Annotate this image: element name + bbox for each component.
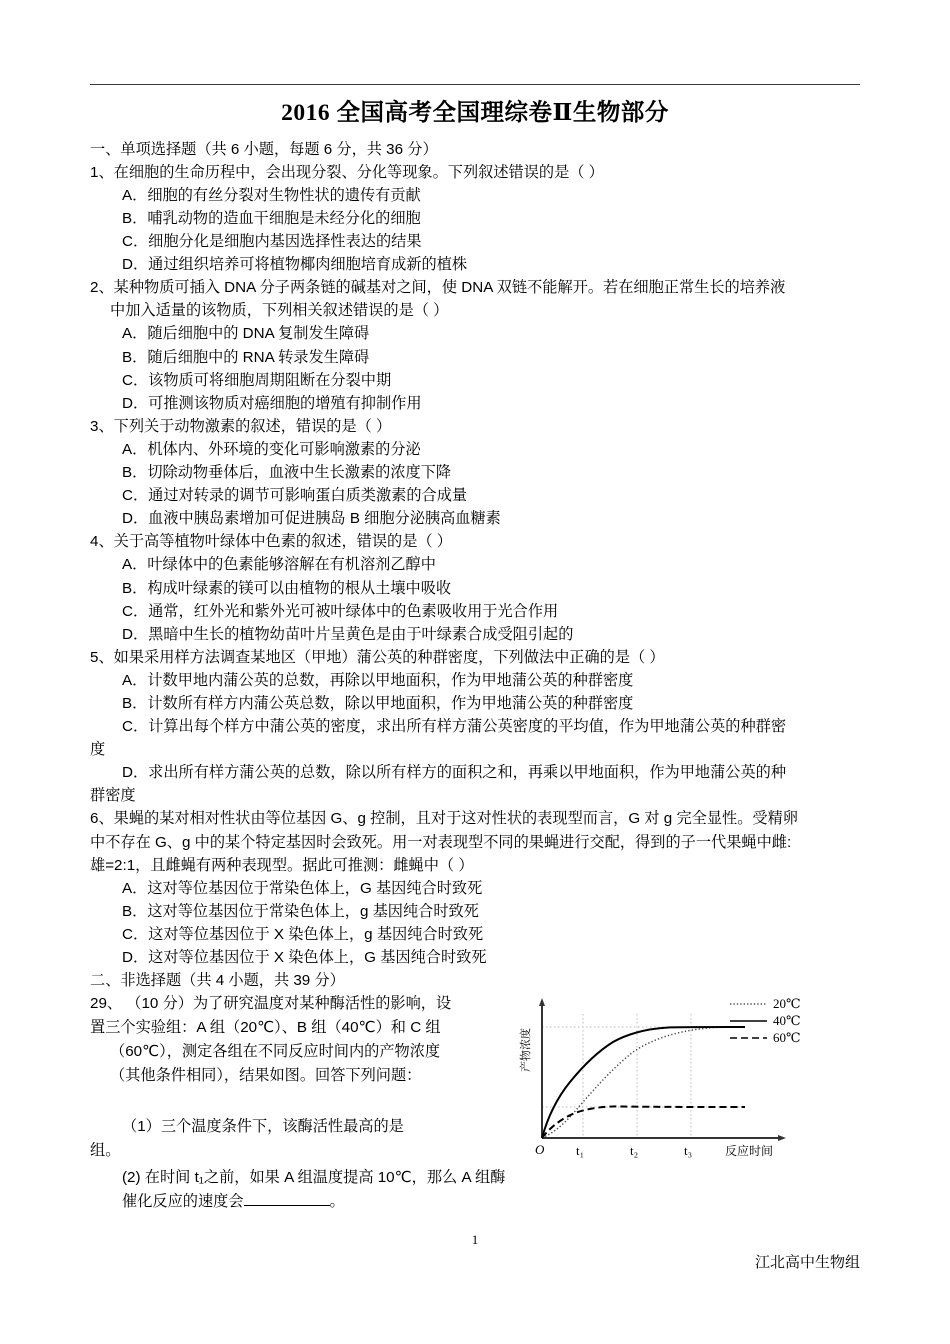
enzyme-activity-chart xyxy=(515,994,860,1169)
question-2-stem-line-1: 2、某种物质可插入 DNA 分子两条链的碱基对之间，使 DNA 双链不能解开。若在细胞正常生长的培养液 xyxy=(90,279,786,297)
question-6-stem-line-2: 中不存在 G、g 中的某个特定基因时会致死。用一对表现型不同的果蝇进行交配，得到的子一代果蝇中雌: xyxy=(90,833,792,851)
chart-x-axis-label: 反应时间 xyxy=(725,1144,774,1159)
chart-axes xyxy=(539,998,786,1141)
page-number: 1 xyxy=(471,1232,479,1247)
chart-svg xyxy=(515,994,860,1169)
question-29-line-3: （60℃），测定各组在不同反应时间内的产物浓度 xyxy=(110,1043,441,1061)
question-2-option-c: C．该物质可将细胞周期阻断在分裂中期 xyxy=(122,371,392,389)
question-6-option-d: D．这对等位基因位于 X 染色体上，G 基因纯合时致死 xyxy=(122,949,487,966)
document-content xyxy=(90,98,860,1214)
page-title: 2016 全国高考全国理综卷Ⅱ生物部分 xyxy=(281,100,669,126)
chart-xtick-t3: t₃ xyxy=(684,1143,693,1159)
chart-xtick-t2: t₂ xyxy=(630,1143,639,1159)
legend-label-60c: 60℃ xyxy=(773,1030,801,1046)
footer-note: 江北高中生物组 xyxy=(754,1254,860,1271)
question-29-line-4: （其他条件相同），结果如图。回答下列问题： xyxy=(110,1067,422,1085)
question-4-option-a: A．叶绿体中的色素能够溶解在有机溶剂乙醇中 xyxy=(122,556,436,574)
chart-xtick-t1: t₁ xyxy=(576,1143,585,1159)
question-3-stem: 3、下列关于动物激素的叙述，错误的是（ ） xyxy=(90,417,392,435)
question-1-option-a: A．细胞的有丝分裂对生物性状的遗传有贡献 xyxy=(122,186,421,204)
question-4-option-b: B．构成叶绿素的镁可以由植物的根从土壤中吸收 xyxy=(122,579,452,597)
section-1-heading: 一、单项选择题（共 6 小题，每题 6 分，共 36 分） xyxy=(90,140,438,158)
header-rule xyxy=(90,84,860,85)
question-2-option-a: A．随后细胞中的 DNA 复制发生障碍 xyxy=(122,325,370,343)
question-3-option-c: C．通过对转录的调节可影响蛋白质类激素的合成量 xyxy=(122,487,468,505)
answer-blank[interactable] xyxy=(244,1192,330,1206)
question-3-option-a: A．机体内、外环境的变化可影响激素的分泌 xyxy=(122,440,421,458)
question-3-option-d: D．血液中胰岛素增加可促进胰岛 B 细胞分泌胰高血糖素 xyxy=(122,510,501,528)
section-2-heading: 二、非选择题（共 4 小题，共 39 分） xyxy=(90,972,345,990)
question-6-stem-line-1: 6、果蝇的某对相对性状由等位基因 G、g 控制，且对于这对性状的表现型而言，G 对 g 完全显性。受精卵 xyxy=(90,810,798,828)
question-29-line-1: 29、 （10 分）为了研究温度对某种酶活性的影响，设 xyxy=(90,995,452,1013)
question-29-sub-1-line-1: （1）三个温度条件下，该酶活性最高的是 xyxy=(122,1118,404,1136)
chart-xtick-origin: O xyxy=(535,1142,545,1158)
curve-60c xyxy=(542,1107,745,1139)
question-2-option-d: D．可推测该物质对癌细胞的增殖有抑制作用 xyxy=(122,394,422,412)
question-2-option-b: B．随后细胞中的 RNA 转录发生障碍 xyxy=(122,348,370,366)
curve-40c xyxy=(542,1027,745,1138)
question-6-option-b: B．这对等位基因位于常染色体上，g 基因纯合时致死 xyxy=(122,902,479,920)
question-5-option-d-line-2: 群密度 xyxy=(90,787,136,805)
legend-label-40c: 40℃ xyxy=(773,1013,801,1029)
question-5-option-d-line-1: D．求出所有样方蒲公英的总数，除以所有样方的面积之和，再乘以甲地面积，作为甲地蒲公英的种 xyxy=(122,764,787,782)
chart-y-axis-label: 产物浓度 xyxy=(520,1028,532,1073)
chart-legend xyxy=(730,996,801,1045)
question-5-option-a: A．计数甲地内蒲公英的总数，再除以甲地面积，作为甲地蒲公英的种群密度 xyxy=(122,671,634,689)
question-6-option-c: C．这对等位基因位于 X 染色体上，g 基因纯合时致死 xyxy=(122,925,484,943)
curve-20c xyxy=(542,1027,745,1138)
question-4-option-c: C．通常，红外光和紫外光可被叶绿体中的色素吸收用于光合作用 xyxy=(122,602,559,620)
question-6-option-a: A．这对等位基因位于常染色体上，G 基因纯合时致死 xyxy=(122,879,483,897)
question-29-sub-2-text: (2) 在时间 t₁之前，如果 A 组温度提高 10℃，那么 A 组酶催化反应的速度会 xyxy=(122,1169,506,1211)
question-1-option-d: D．通过组织培养可将植物椰肉细胞培育成新的植株 xyxy=(122,256,468,274)
question-5-option-b: B．计数所有样方内蒲公英总数，除以甲地面积，作为甲地蒲公英的种群密度 xyxy=(122,694,634,712)
question-4-stem: 4、关于高等植物叶绿体中色素的叙述，错误的是（ ） xyxy=(90,533,452,551)
question-2-stem-line-2: 中加入适量的该物质，下列相关叙述错误的是（ ） xyxy=(110,302,449,320)
question-1-option-b: B．哺乳动物的造血干细胞是未经分化的细胞 xyxy=(122,210,421,227)
question-3-option-b: B．切除动物垂体后，血液中生长激素的浓度下降 xyxy=(122,464,452,482)
question-1-option-c: C．细胞分化是细胞内基因选择性表达的结果 xyxy=(122,233,422,251)
question-1-stem: 1、在细胞的生命历程中，会出现分裂、分化等现象。下列叙述错误的是（ ） xyxy=(90,163,604,181)
question-29-sub-2-period: 。 xyxy=(329,1193,345,1211)
question-5-option-c-line-2: 度 xyxy=(90,741,106,759)
question-6-stem-line-3: 雄=2:1，且雌蝇有两种表现型。据此可推测：雌蝇中（ ） xyxy=(90,856,474,874)
question-5-option-c-line-1: C．计算出每个样方中蒲公英的密度，求出所有样方蒲公英密度的平均值，作为甲地蒲公英的种群密 xyxy=(122,718,787,736)
question-29-sub-2 xyxy=(90,1166,860,1214)
question-29-sub-1-line-2: 组。 xyxy=(90,1142,121,1160)
question-29-line-2: 置三个实验组：A 组（20℃）、B 组（40℃）和 C 组 xyxy=(90,1019,441,1037)
legend-label-20c: 20℃ xyxy=(773,996,801,1012)
question-5-stem: 5、如果采用样方法调查某地区（甲地）蒲公英的种群密度，下列做法中正确的是（ ） xyxy=(90,648,665,666)
question-4-option-d: D．黑暗中生长的植物幼苗叶片呈黄色是由于叶绿素合成受阻引起的 xyxy=(122,625,574,643)
chart-gridlines xyxy=(542,1014,745,1138)
